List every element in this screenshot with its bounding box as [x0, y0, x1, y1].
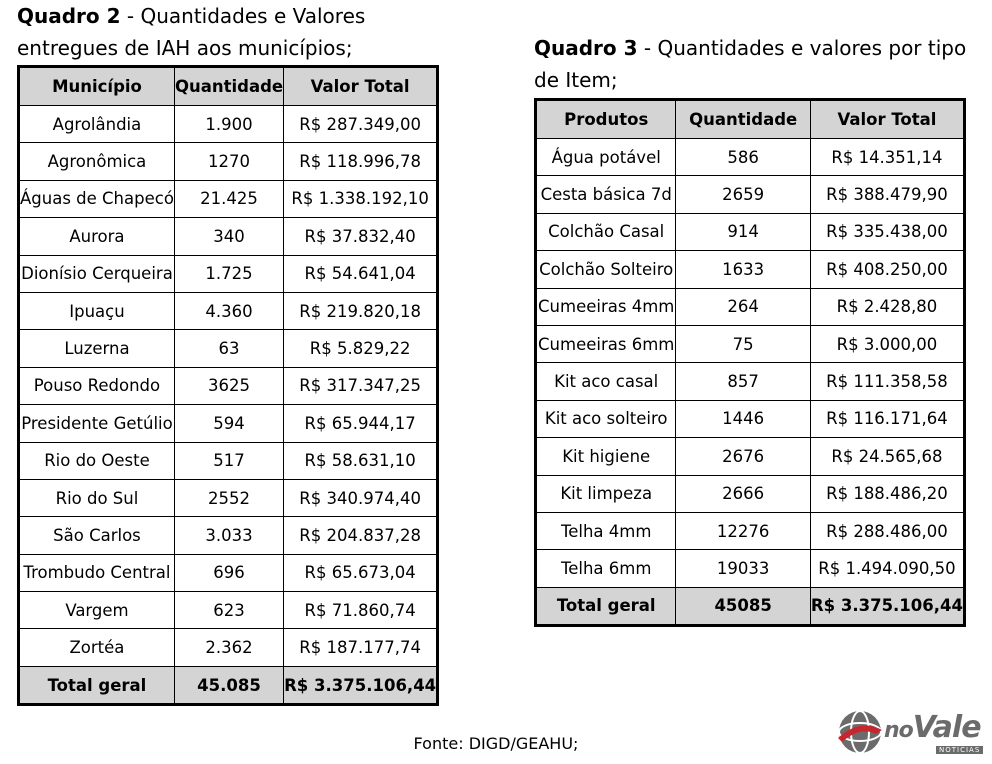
cell-valor: R$ 111.358,58	[810, 363, 964, 400]
cell-name: Cesta básica 7d	[536, 176, 676, 213]
cell-quantidade: 1.900	[174, 106, 283, 143]
cell-quantidade: 1633	[676, 251, 811, 288]
cell-valor: R$ 408.250,00	[810, 251, 964, 288]
cell-name: Vargem	[19, 592, 175, 629]
cell-quantidade: 2.362	[174, 629, 283, 666]
cell-quantidade: 594	[174, 405, 283, 442]
table-row	[19, 330, 438, 367]
table-row	[19, 292, 438, 329]
cell-valor: R$ 65.944,17	[284, 405, 438, 442]
source-note: Fonte: DIGD/GEAHU;	[413, 734, 579, 753]
cell-quantidade: 517	[174, 442, 283, 479]
cell-quantidade: 3625	[174, 367, 283, 404]
cell-name: Dionísio Cerqueira	[19, 255, 175, 292]
table-row	[19, 442, 438, 479]
cell-quantidade: 63	[174, 330, 283, 367]
cell-valor: R$ 2.428,80	[810, 288, 964, 325]
header-valor-total: Valor Total	[284, 67, 438, 106]
cell-valor: R$ 317.347,25	[284, 367, 438, 404]
table-header-row	[19, 67, 438, 106]
cell-valor: R$ 188.486,20	[810, 475, 964, 512]
table-row	[536, 400, 965, 437]
table-row	[536, 288, 965, 325]
cell-quantidade: 1446	[676, 400, 811, 437]
table-row	[19, 479, 438, 516]
table-row	[19, 143, 438, 180]
cell-valor: R$ 1.494.090,50	[810, 550, 964, 587]
header-produtos: Produtos	[536, 100, 676, 139]
cell-name: Água potável	[536, 139, 676, 176]
header-quantidade: Quantidade	[676, 100, 811, 139]
novale-logo	[836, 708, 986, 758]
cell-quantidade: 1.725	[174, 255, 283, 292]
cell-quantidade: 3.033	[174, 517, 283, 554]
total-row	[19, 666, 438, 704]
cell-valor: R$ 219.820,18	[284, 292, 438, 329]
cell-quantidade: 914	[676, 213, 811, 250]
header-municipio: Município	[19, 67, 175, 106]
total-quantidade: 45.085	[174, 666, 283, 704]
cell-name: Ipuaçu	[19, 292, 175, 329]
cell-valor: R$ 204.837,28	[284, 517, 438, 554]
cell-valor: R$ 118.996,78	[284, 143, 438, 180]
quadro3-caption-text: - Quantidades e valores por tipo de Item;	[534, 36, 967, 92]
table-row	[19, 255, 438, 292]
cell-name: Kit higiene	[536, 438, 676, 475]
header-valor-total: Valor Total	[810, 100, 964, 139]
cell-valor: R$ 14.351,14	[810, 139, 964, 176]
table-row	[19, 180, 438, 217]
cell-valor: R$ 58.631,10	[284, 442, 438, 479]
table-row	[536, 213, 965, 250]
cell-quantidade: 2676	[676, 438, 811, 475]
table-header-row	[536, 100, 965, 139]
header-quantidade: Quantidade	[174, 67, 283, 106]
total-quantidade: 45085	[676, 587, 811, 625]
cell-name: Colchão Solteiro	[536, 251, 676, 288]
cell-valor: R$ 71.860,74	[284, 592, 438, 629]
quadro3-body	[536, 139, 965, 626]
cell-quantidade: 75	[676, 325, 811, 362]
table-row	[536, 550, 965, 587]
cell-name: Rio do Sul	[19, 479, 175, 516]
total-label: Total geral	[536, 587, 676, 625]
table-row	[19, 554, 438, 591]
cell-name: Cumeeiras 6mm	[536, 325, 676, 362]
cell-quantidade: 264	[676, 288, 811, 325]
table-row	[19, 218, 438, 255]
table-row	[19, 405, 438, 442]
table-row	[536, 475, 965, 512]
table-row	[536, 438, 965, 475]
quadro3-table	[534, 98, 966, 627]
brand-prefix: no	[884, 718, 913, 743]
cell-valor: R$ 37.832,40	[284, 218, 438, 255]
table-row	[19, 517, 438, 554]
quadro2-caption	[17, 0, 457, 64]
cell-name: Luzerna	[19, 330, 175, 367]
cell-name: Pouso Redondo	[19, 367, 175, 404]
cell-quantidade: 12276	[676, 512, 811, 549]
cell-name: Telha 4mm	[536, 512, 676, 549]
cell-valor: R$ 65.673,04	[284, 554, 438, 591]
cell-name: Presidente Getúlio	[19, 405, 175, 442]
cell-name: Telha 6mm	[536, 550, 676, 587]
cell-quantidade: 586	[676, 139, 811, 176]
novale-brand-text	[884, 710, 981, 745]
cell-valor: R$ 24.565,68	[810, 438, 964, 475]
cell-valor: R$ 1.338.192,10	[284, 180, 438, 217]
cell-quantidade: 340	[174, 218, 283, 255]
total-row	[536, 587, 965, 625]
cell-name: Cumeeiras 4mm	[536, 288, 676, 325]
cell-valor: R$ 335.438,00	[810, 213, 964, 250]
brand-subtitle: NOTÍCIAS	[936, 746, 983, 754]
cell-valor: R$ 340.974,40	[284, 479, 438, 516]
cell-name: Agrolândia	[19, 106, 175, 143]
cell-quantidade: 623	[174, 592, 283, 629]
total-label: Total geral	[19, 666, 175, 704]
cell-quantidade: 696	[174, 554, 283, 591]
quadro2-caption-text: - Quantidades e Valores entregues de IAH aos municípios;	[17, 4, 366, 60]
cell-name: Rio do Oeste	[19, 442, 175, 479]
cell-name: Aurora	[19, 218, 175, 255]
cell-valor: R$ 288.486,00	[810, 512, 964, 549]
quadro3-caption-bold: Quadro 3	[534, 36, 638, 60]
brand-main: Vale	[912, 710, 981, 745]
table-row	[536, 325, 965, 362]
cell-quantidade: 2552	[174, 479, 283, 516]
table-row	[536, 139, 965, 176]
cell-name: São Carlos	[19, 517, 175, 554]
total-valor: R$ 3.375.106,44	[284, 666, 438, 704]
cell-valor: R$ 3.000,00	[810, 325, 964, 362]
cell-valor: R$ 187.177,74	[284, 629, 438, 666]
cell-quantidade: 19033	[676, 550, 811, 587]
cell-quantidade: 2666	[676, 475, 811, 512]
cell-valor: R$ 116.171,64	[810, 400, 964, 437]
quadro2-caption-bold: Quadro 2	[17, 4, 121, 28]
cell-name: Kit limpeza	[536, 475, 676, 512]
cell-quantidade: 1270	[174, 143, 283, 180]
cell-name: Trombudo Central	[19, 554, 175, 591]
table-row	[19, 592, 438, 629]
table-row	[536, 512, 965, 549]
cell-quantidade: 21.425	[174, 180, 283, 217]
cell-name: Águas de Chapecó	[19, 180, 175, 217]
cell-name: Colchão Casal	[536, 213, 676, 250]
table-row	[19, 367, 438, 404]
table-row	[19, 629, 438, 666]
cell-valor: R$ 54.641,04	[284, 255, 438, 292]
cell-valor: R$ 388.479,90	[810, 176, 964, 213]
quadro2-body	[19, 106, 438, 705]
cell-name: Kit aco solteiro	[536, 400, 676, 437]
cell-quantidade: 2659	[676, 176, 811, 213]
cell-name: Agronômica	[19, 143, 175, 180]
cell-quantidade: 4.360	[174, 292, 283, 329]
table-row	[536, 176, 965, 213]
cell-name: Kit aco casal	[536, 363, 676, 400]
table-row	[536, 251, 965, 288]
table-row	[19, 106, 438, 143]
total-valor: R$ 3.375.106,44	[810, 587, 964, 625]
quadro2-table	[17, 65, 439, 706]
table-row	[536, 363, 965, 400]
cell-valor: R$ 287.349,00	[284, 106, 438, 143]
cell-name: Zortéa	[19, 629, 175, 666]
novale-logo-icon	[836, 708, 886, 756]
cell-quantidade: 857	[676, 363, 811, 400]
cell-valor: R$ 5.829,22	[284, 330, 438, 367]
quadro3-caption	[534, 32, 984, 96]
